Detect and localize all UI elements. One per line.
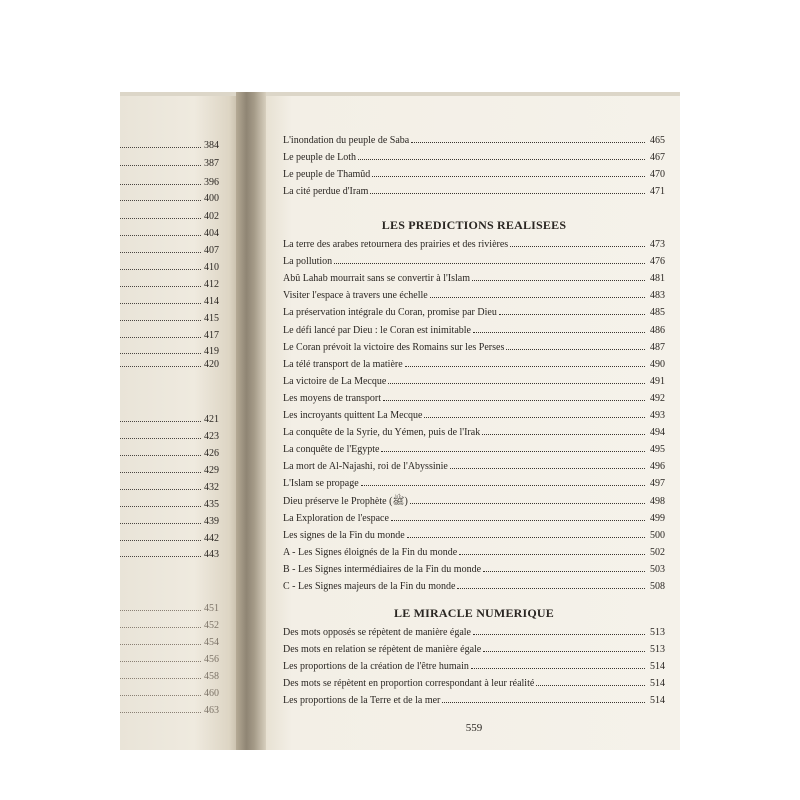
toc-entry-title: A - Les Signes éloignés de la Fin du monde	[283, 546, 458, 558]
toc-entry-title: La cité perdue d'Iram	[283, 186, 369, 197]
toc-entry	[283, 407, 665, 423]
leader-dots	[120, 344, 201, 354]
left-toc-row	[120, 209, 224, 223]
left-toc-row	[120, 531, 224, 545]
leader-dots	[120, 226, 201, 236]
leader-dots	[120, 531, 201, 541]
left-toc-page: 420	[204, 359, 219, 370]
leader-dots	[120, 412, 201, 422]
left-toc-page: 415	[204, 313, 219, 324]
left-toc-page: 396	[204, 177, 219, 188]
leader-dots	[370, 183, 645, 194]
left-toc-row	[120, 412, 224, 426]
page-number: 559	[465, 722, 483, 734]
left-toc-row	[120, 156, 224, 170]
toc-entry-title: L'inondation du peuple de Saba	[283, 135, 410, 146]
toc-entry-page: 491	[650, 375, 665, 387]
toc-entry-page: 492	[650, 392, 665, 404]
toc-entry	[283, 578, 665, 594]
left-toc-page: 460	[204, 688, 219, 699]
toc-entry-page: 471	[650, 186, 665, 197]
leader-dots	[459, 544, 645, 555]
book-gutter	[236, 92, 266, 750]
leader-dots	[405, 356, 645, 367]
left-toc-row	[120, 328, 224, 342]
leader-dots	[334, 253, 645, 264]
leader-dots	[120, 429, 201, 439]
toc-entry-page: 514	[650, 695, 665, 706]
toc-entry-title: La victoire de La Mecque	[283, 375, 387, 387]
toc-entry-title: Les signes de la Fin du monde	[283, 529, 405, 541]
left-toc-page: 419	[204, 346, 219, 357]
left-toc-page: 456	[204, 654, 219, 665]
left-toc-page: 410	[204, 262, 219, 273]
leader-dots	[450, 458, 645, 469]
toc-entry-title: L'Islam se propage	[283, 478, 359, 490]
leader-dots	[120, 463, 201, 473]
left-toc-row	[120, 463, 224, 477]
left-toc-page: 452	[204, 620, 219, 631]
left-toc-page: 421	[204, 414, 219, 425]
toc-entry-title: Le défi lancé par Dieu : le Coran est inimitable	[283, 324, 471, 336]
leader-dots	[120, 547, 201, 557]
left-toc-page: 458	[204, 671, 219, 682]
toc-entry	[283, 373, 665, 389]
leader-dots	[120, 138, 201, 148]
leader-dots	[391, 510, 645, 521]
left-toc-page: 442	[204, 533, 219, 544]
left-toc-row	[120, 357, 224, 371]
toc-entry-page: 502	[650, 546, 665, 558]
toc-entry	[283, 356, 665, 372]
toc-entry-title: Des mots opposés se répètent de manière égale	[283, 627, 471, 638]
toc-entry	[283, 692, 665, 708]
toc-entry-title: Le peuple de Loth	[283, 152, 357, 163]
left-toc-row	[120, 191, 224, 205]
toc-entry-page: 476	[650, 256, 665, 268]
toc-entry-title: La conquête de la Syrie, du Yémen, puis de l'Irak	[283, 427, 481, 439]
toc-entry	[283, 322, 665, 338]
toc-entry-page: 485	[650, 307, 665, 319]
left-toc-page: 439	[204, 516, 219, 527]
toc-entry-title: Des mots se répètent en proportion correspondant à leur réalité	[283, 678, 535, 689]
left-toc-page: 432	[204, 482, 219, 493]
left-toc-row	[120, 311, 224, 325]
toc-entry-title: La mort de Al-Najashi, roi de l'Abyssinie	[283, 461, 448, 473]
leader-dots	[120, 635, 201, 645]
leader-dots	[120, 260, 201, 270]
left-toc-row	[120, 669, 224, 683]
leader-dots	[442, 692, 645, 703]
left-toc-row	[120, 635, 224, 649]
toc-entry	[283, 236, 665, 252]
left-toc-row	[120, 175, 224, 189]
leader-dots	[120, 294, 201, 304]
toc-entry	[283, 339, 665, 355]
left-toc-page: 402	[204, 211, 219, 222]
toc-entry	[283, 493, 665, 509]
toc-entry-page: 490	[650, 358, 665, 370]
leader-dots	[483, 561, 645, 572]
toc-entry	[283, 424, 665, 440]
toc-entry-title: Abû Lahab mourrait sans se convertir à l'Islam	[283, 273, 471, 285]
left-toc-row	[120, 260, 224, 274]
leader-dots	[358, 149, 645, 160]
left-toc-page: 454	[204, 637, 219, 648]
leader-dots	[120, 652, 201, 662]
left-toc-page: 400	[204, 193, 219, 204]
toc-entry	[283, 658, 665, 674]
section-title-predictions: LES PREDICTIONS REALISEES	[381, 218, 567, 232]
leader-dots	[120, 277, 201, 287]
toc-entry-page: 486	[650, 324, 665, 336]
toc-entry-page: 497	[650, 478, 665, 490]
toc-entry-title: La pollution	[283, 256, 333, 268]
leader-dots	[457, 578, 645, 589]
toc-entry-page: 465	[650, 135, 665, 146]
left-toc-row	[120, 497, 224, 511]
leader-dots	[411, 132, 645, 143]
toc-entry-page: 467	[650, 152, 665, 163]
leader-dots	[424, 407, 645, 418]
leader-dots	[510, 236, 645, 247]
leader-dots	[120, 480, 201, 490]
toc-entry-title: C - Les Signes majeurs de la Fin du monde	[283, 581, 456, 592]
toc-entry	[283, 475, 665, 491]
leader-dots	[473, 322, 645, 333]
toc-entry-page: 503	[650, 563, 665, 575]
left-toc-page: 426	[204, 448, 219, 459]
left-toc-page: 435	[204, 499, 219, 510]
toc-entry-page: 513	[650, 627, 665, 638]
left-toc-row	[120, 243, 224, 257]
toc-entry-page: 483	[650, 290, 665, 302]
left-toc-row	[120, 277, 224, 291]
toc-entry-title: Dieu préserve le Prophète (ﷺ)	[283, 495, 408, 507]
toc-entry-page: 514	[650, 678, 665, 689]
toc-entry-title: Des mots en relation se répètent de manière égale	[283, 644, 482, 655]
toc-entry-page: 508	[650, 581, 665, 592]
toc-entry	[283, 624, 665, 640]
toc-entry	[283, 510, 665, 526]
left-toc-page: 384	[204, 140, 219, 151]
toc-entry-page: 496	[650, 461, 665, 473]
leader-dots	[410, 493, 645, 504]
toc-entry-title: Les incroyants quittent La Mecque	[283, 410, 423, 421]
leader-dots	[120, 618, 201, 628]
toc-entry-page: 499	[650, 512, 665, 524]
left-toc-row	[120, 601, 224, 615]
leader-dots	[120, 669, 201, 679]
left-toc-page: 412	[204, 279, 219, 290]
leader-dots	[471, 658, 645, 669]
left-toc-row	[120, 514, 224, 528]
left-toc-page: 407	[204, 245, 219, 256]
leader-dots	[472, 270, 645, 281]
left-toc-row	[120, 703, 224, 717]
leader-dots	[120, 686, 201, 696]
left-toc-row	[120, 446, 224, 460]
toc-entry-page: 498	[650, 495, 665, 507]
toc-entry-page: 494	[650, 427, 665, 439]
toc-entry-title: Les proportions de la création de l'être humain	[283, 661, 469, 672]
left-toc-row	[120, 344, 224, 358]
leader-dots	[473, 624, 645, 635]
left-toc-page: 443	[204, 549, 219, 560]
toc-entry-title: Visiter l'espace à travers une échelle	[283, 290, 428, 302]
toc-entry	[283, 458, 665, 474]
leader-dots	[388, 373, 645, 384]
toc-entry	[283, 641, 665, 657]
left-toc-row	[120, 547, 224, 561]
toc-entry	[283, 253, 665, 269]
toc-entry-title: La terre des arabes retournera des prairies et des rivières	[283, 239, 509, 250]
toc-entry-page: 500	[650, 529, 665, 541]
leader-dots	[120, 601, 201, 611]
left-toc-row	[120, 480, 224, 494]
left-toc-page: 417	[204, 330, 219, 341]
leader-dots	[120, 191, 201, 201]
leader-dots	[120, 357, 201, 367]
leader-dots	[506, 339, 645, 350]
toc-entry	[283, 304, 665, 320]
leader-dots	[383, 390, 645, 401]
left-toc-page: 423	[204, 431, 219, 442]
toc-entry-page: 473	[650, 239, 665, 250]
toc-entry	[283, 390, 665, 406]
toc-entry-title: La conquête de l'Egypte	[283, 444, 380, 456]
leader-dots	[536, 675, 645, 686]
left-toc-row	[120, 138, 224, 152]
leader-dots	[499, 304, 645, 315]
leader-dots	[482, 424, 645, 435]
toc-entry	[283, 166, 665, 182]
left-toc-row	[120, 652, 224, 666]
toc-entry-page: 481	[650, 273, 665, 285]
toc-entry-page: 514	[650, 661, 665, 672]
leader-dots	[120, 243, 201, 253]
left-toc-page: 429	[204, 465, 219, 476]
leader-dots	[483, 641, 645, 652]
left-toc-page: 414	[204, 296, 219, 307]
toc-entry	[283, 441, 665, 457]
left-toc-page: 451	[204, 603, 219, 614]
left-toc-page: 404	[204, 228, 219, 239]
left-toc-page: 387	[204, 158, 219, 169]
toc-entry-page: 495	[650, 444, 665, 456]
left-toc-row	[120, 618, 224, 632]
leader-dots	[120, 497, 201, 507]
leader-dots	[120, 175, 201, 185]
toc-entry	[283, 183, 665, 199]
toc-entry-title: La télé transport de la matière	[283, 358, 403, 370]
left-toc-row	[120, 294, 224, 308]
left-toc-row	[120, 429, 224, 443]
leader-dots	[361, 475, 645, 486]
toc-entry-page: 470	[650, 169, 665, 180]
toc-entry-page: 487	[650, 341, 665, 353]
toc-entry	[283, 287, 665, 303]
left-toc-row	[120, 226, 224, 240]
toc-entry-title: Le peuple de Thamûd	[283, 169, 371, 180]
toc-entry-title: Le Coran prévoit la victoire des Romains sur les Perses	[283, 341, 505, 353]
leader-dots	[120, 446, 201, 456]
leader-dots	[120, 209, 201, 219]
leader-dots	[407, 527, 645, 538]
toc-entry	[283, 675, 665, 691]
leader-dots	[120, 311, 201, 321]
toc-entry-title: Les proportions de la Terre et de la mer	[283, 695, 441, 706]
section-title-numeric-miracle: LE MIRACLE NUMERIQUE	[393, 606, 554, 620]
toc-entry	[283, 561, 665, 577]
toc-entry	[283, 132, 665, 148]
leader-dots	[381, 441, 645, 452]
toc-entry	[283, 527, 665, 543]
toc-entry	[283, 270, 665, 286]
toc-entry-page: 493	[650, 410, 665, 421]
toc-entry	[283, 544, 665, 560]
toc-entry-title: La préservation intégrale du Coran, promise par Dieu	[283, 307, 497, 319]
left-toc-page: 463	[204, 705, 219, 716]
leader-dots	[120, 156, 201, 166]
leader-dots	[430, 287, 645, 298]
toc-entry-title: B - Les Signes intermédiaires de la Fin du monde	[283, 563, 482, 575]
left-toc-row	[120, 686, 224, 700]
toc-entry	[283, 149, 665, 165]
leader-dots	[372, 166, 645, 177]
toc-entry-page: 513	[650, 644, 665, 655]
leader-dots	[120, 703, 201, 713]
toc-entry-title: La Exploration de l'espace	[283, 512, 389, 524]
leader-dots	[120, 514, 201, 524]
leader-dots	[120, 328, 201, 338]
toc-entry-title: Les moyens de transport	[283, 392, 382, 404]
